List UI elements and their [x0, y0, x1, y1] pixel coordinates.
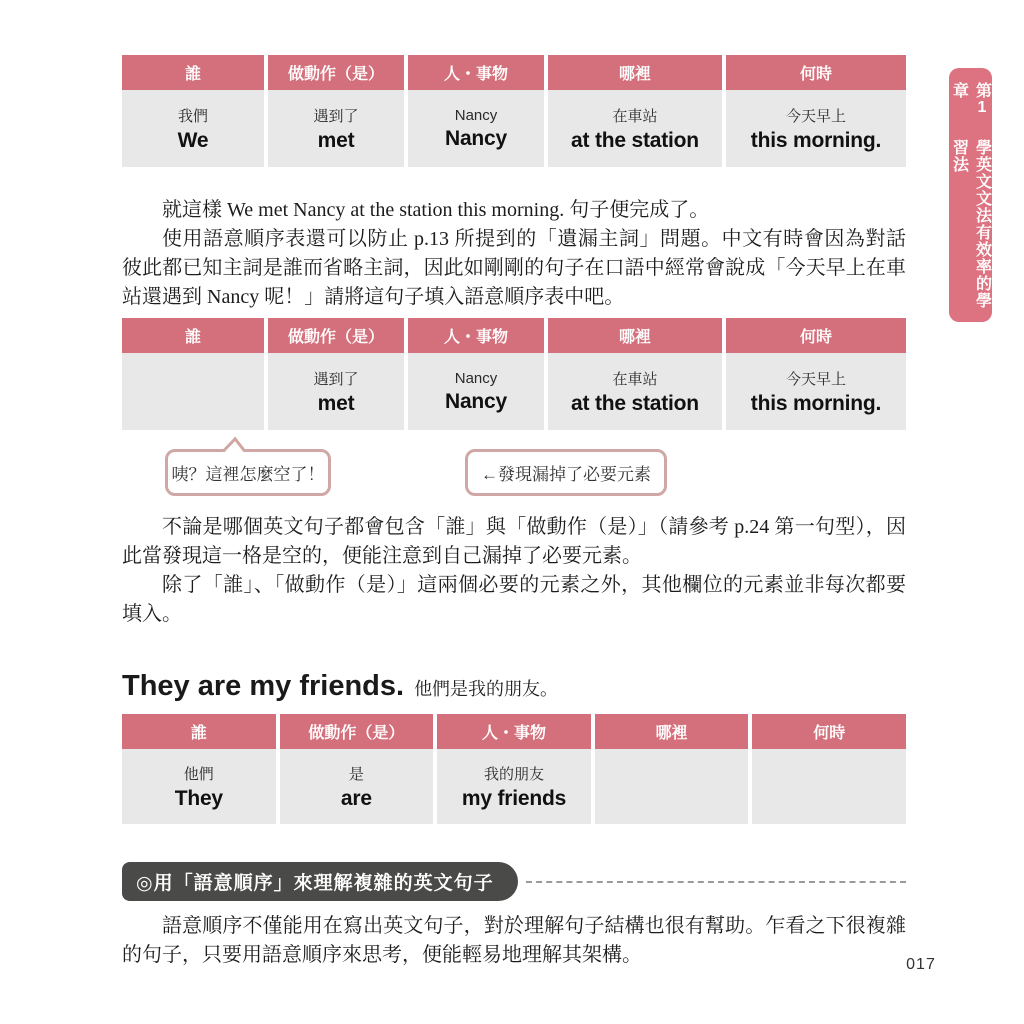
cell-english: this morning.: [750, 391, 882, 415]
dashed-divider: [526, 881, 906, 883]
cell-english: met: [317, 128, 355, 152]
cell-english: are: [340, 786, 372, 810]
cell-english: Nancy: [444, 126, 508, 150]
table-column: [268, 318, 404, 430]
semantic-order-table-they-are-my-friends: [122, 714, 906, 824]
table-body-cell: [408, 353, 544, 430]
cell-chinese: 我的朋友: [483, 765, 544, 783]
table-column: [548, 55, 722, 167]
table-header-cell: 何時: [726, 55, 906, 90]
cell-english: at the station: [571, 391, 699, 415]
table-body-cell: [280, 749, 434, 824]
table-header-cell: 誰: [122, 55, 264, 90]
table-body-cell: [122, 749, 276, 824]
table-body-cell: [268, 90, 404, 167]
paragraph: 不論是哪個英文句子都會包含「誰」與「做動作（是）」（請參考 p.24 第一句型），因此當發現這一格是空的，便能注意到自己漏掉了必要元素。: [122, 516, 906, 567]
cell-chinese: 在車站: [612, 107, 658, 125]
table-column: [726, 55, 906, 167]
chapter-tab: [949, 68, 992, 322]
paragraph: 語意順序不僅能用在寫出英文句子，對於理解句子結構也很有幫助。乍看之下很複雜的句子，只要用語意順序來思考，便能輕易地理解其架構。: [122, 915, 906, 966]
table-body-cell: [548, 90, 722, 167]
table-column: [122, 55, 264, 167]
cell-english: We: [177, 128, 209, 152]
table-header-cell: 誰: [122, 714, 276, 749]
table-column: [408, 55, 544, 167]
table-header-cell: 做動作（是）: [268, 55, 404, 90]
speech-bubble-empty-cell: [165, 449, 331, 496]
table-column: [726, 318, 906, 430]
table-column: [437, 714, 591, 824]
paragraph-block-top: [122, 196, 906, 312]
cell-english: this morning.: [750, 128, 882, 152]
table-body-cell-empty: [752, 749, 906, 824]
cell-english: at the station: [571, 128, 699, 152]
section-badge: ◎用「語意順序」來理解複雜的英文句子: [122, 862, 518, 901]
paragraph: 除了「誰」、「做動作（是）」這兩個必要的元素之外，其他欄位的元素並非每次都要填入。: [122, 574, 906, 625]
cell-english: met: [317, 391, 355, 415]
table-column: [122, 714, 276, 824]
cell-english: my friends: [461, 786, 567, 810]
cell-chinese: 在車站: [612, 370, 658, 388]
cell-chinese: 是: [348, 765, 364, 783]
example-sentence-heading: [122, 670, 906, 703]
table-body-cell: [268, 353, 404, 430]
table-header-cell: 哪裡: [595, 714, 749, 749]
speech-bubble-tail: [223, 437, 245, 463]
example-sentence-english: They are my friends.: [122, 670, 405, 702]
paragraph-block-bottom: [122, 912, 906, 970]
cell-chinese: Nancy: [454, 106, 498, 124]
semantic-order-table-missing-subject: [122, 318, 906, 430]
example-sentence-translation: 他們是我的朋友。: [414, 679, 559, 699]
table-header-cell: 誰: [122, 318, 264, 353]
table-body-cell: [122, 90, 264, 167]
table-body-cell-empty: [595, 749, 749, 824]
cell-chinese: 他們: [183, 765, 214, 783]
speech-bubble-text: 咦？這裡怎麼空了！: [171, 465, 325, 484]
table-body-cell: [408, 90, 544, 167]
table-column: [280, 714, 434, 824]
paragraph: 使用語意順序表還可以防止 p.13 所提到的「遺漏主詞」問題。中文有時會因為對話彼此都已知主詞是誰而省略主詞，因此如剛剛的句子在口語中經常會說成「今天早上在車站還遇到 Nancy 呢！」請將這句子填入語意順序表中吧。: [122, 228, 906, 308]
cell-chinese: 今天早上: [785, 370, 846, 388]
table-header-cell: 何時: [726, 318, 906, 353]
cell-chinese: 遇到了: [313, 107, 359, 125]
cell-chinese: Nancy: [454, 369, 498, 387]
table-header-cell: 做動作（是）: [280, 714, 434, 749]
page-number: 017: [906, 956, 936, 973]
cell-chinese: 今天早上: [785, 107, 846, 125]
table-header-cell: 哪裡: [548, 55, 722, 90]
chapter-number: 第1章: [950, 82, 991, 117]
cell-english: They: [174, 786, 223, 810]
paragraph-block-middle: [122, 513, 906, 629]
table-body-cell: [437, 749, 591, 824]
table-header-cell: 人・事物: [437, 714, 591, 749]
table-header-cell: 做動作（是）: [268, 318, 404, 353]
table-column: [408, 318, 544, 430]
table-column: [268, 55, 404, 167]
speech-bubble-text: ←發現漏掉了必要元素: [481, 465, 651, 484]
table-column: [752, 714, 906, 824]
speech-bubble-found-missing: [465, 449, 667, 496]
cell-chinese: 遇到了: [313, 370, 359, 388]
cell-chinese: 我們: [177, 107, 208, 125]
table-header-cell: 哪裡: [548, 318, 722, 353]
table-column: [122, 318, 264, 430]
table-column: [595, 714, 749, 824]
table-header-cell: 何時: [752, 714, 906, 749]
table-column: [548, 318, 722, 430]
table-header-cell: 人・事物: [408, 55, 544, 90]
table-body-cell: [548, 353, 722, 430]
cell-english: Nancy: [444, 389, 508, 413]
section-header-row: [122, 862, 906, 901]
chapter-title: 學英文文法有效率的學習法: [950, 139, 991, 310]
semantic-order-table-complete: [122, 55, 906, 167]
table-body-cell: [726, 90, 906, 167]
table-body-cell-empty: [122, 353, 264, 430]
table-header-cell: 人・事物: [408, 318, 544, 353]
table-body-cell: [726, 353, 906, 430]
paragraph: 就這樣 We met Nancy at the station this morning. 句子便完成了。: [162, 199, 710, 221]
